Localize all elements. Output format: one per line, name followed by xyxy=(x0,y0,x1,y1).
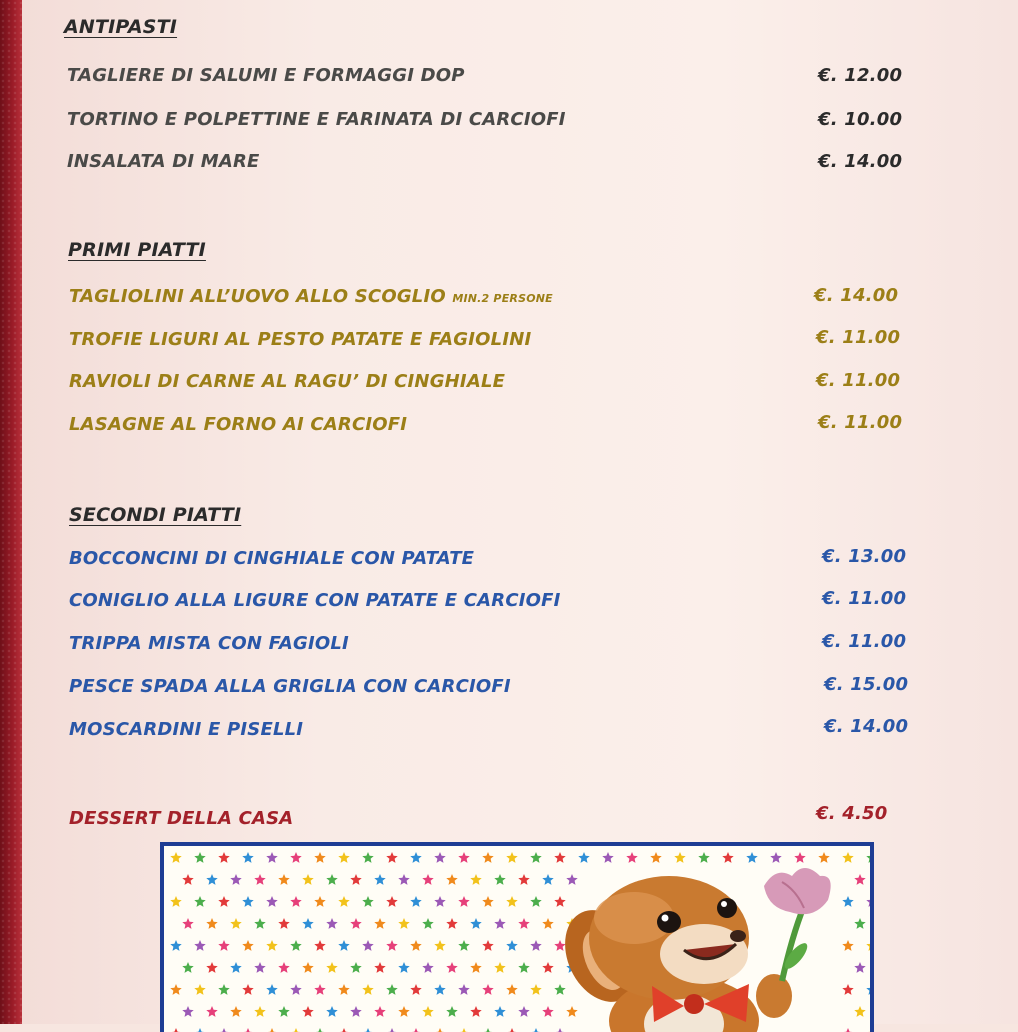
menu-item-dessert-price: €. 4.50 xyxy=(816,803,888,824)
star-decoration xyxy=(326,1006,337,1017)
star-decoration xyxy=(326,962,337,973)
star-decoration xyxy=(362,896,373,907)
star-decoration xyxy=(338,852,349,863)
star-decoration xyxy=(314,1028,325,1032)
star-decoration xyxy=(446,918,457,929)
star-decoration xyxy=(278,962,289,973)
menu-item-name: PESCE SPADA ALLA GRIGLIA CON CARCIOFI xyxy=(69,676,511,697)
red-fabric-edge xyxy=(0,0,22,1024)
star-decoration xyxy=(218,940,229,951)
star-decoration xyxy=(194,984,205,995)
star-decoration xyxy=(494,1006,505,1017)
section-heading-antipasti: ANTIPASTI xyxy=(64,16,178,38)
star-decoration xyxy=(554,896,565,907)
star-decoration xyxy=(494,962,505,973)
star-decoration xyxy=(482,1028,493,1032)
star-decoration xyxy=(206,1006,217,1017)
star-decoration xyxy=(350,962,361,973)
star-decoration xyxy=(398,1006,409,1017)
menu-item-price: €. 11.00 xyxy=(818,412,903,433)
star-decoration xyxy=(434,852,445,863)
star-decoration xyxy=(422,918,433,929)
menu-item-name: LASAGNE AL FORNO AI CARCIOFI xyxy=(69,414,408,435)
star-decoration xyxy=(350,1006,361,1017)
star-decoration xyxy=(458,852,469,863)
star-decoration xyxy=(506,896,517,907)
menu-item-price: €. 11.00 xyxy=(822,631,907,652)
star-decoration xyxy=(218,852,229,863)
star-decoration xyxy=(422,874,433,885)
star-decoration xyxy=(866,896,870,907)
section-heading-secondi-piatti: SECONDI PIATTI xyxy=(69,504,242,526)
section-heading-primi-piatti: PRIMI PIATTI xyxy=(68,239,206,261)
star-decoration xyxy=(266,852,277,863)
star-decoration xyxy=(542,918,553,929)
star-decoration xyxy=(410,1028,421,1032)
star-decoration xyxy=(578,852,589,863)
star-decoration xyxy=(266,896,277,907)
star-decoration xyxy=(458,984,469,995)
star-decoration xyxy=(494,918,505,929)
star-decoration xyxy=(242,852,253,863)
star-decoration xyxy=(386,940,397,951)
menu-item-name-text: TAGLIOLINI ALL’UOVO ALLO SCOGLIO xyxy=(69,286,446,307)
star-decoration xyxy=(290,1028,301,1032)
menu-item-name: BOCCONCINI DI CINGHIALE CON PATATE xyxy=(69,548,475,569)
star-decoration xyxy=(842,852,853,863)
star-decoration xyxy=(206,918,217,929)
star-decoration xyxy=(470,1006,481,1017)
menu-item-dessert-name: DESSERT DELLA CASA xyxy=(69,808,294,829)
star-decoration xyxy=(470,962,481,973)
menu-item-price: €. 13.00 xyxy=(822,546,907,567)
menu-item-price: €. 11.00 xyxy=(822,588,907,609)
star-decoration xyxy=(182,1006,193,1017)
star-decoration xyxy=(422,962,433,973)
star-decoration xyxy=(542,1006,553,1017)
star-decoration xyxy=(206,874,217,885)
star-decoration xyxy=(338,984,349,995)
bunny-illustration xyxy=(551,868,831,1032)
star-decoration xyxy=(422,1006,433,1017)
menu-item-price: €. 11.00 xyxy=(816,370,901,391)
star-decoration xyxy=(446,874,457,885)
star-decoration xyxy=(854,918,865,929)
star-decoration xyxy=(866,984,870,995)
star-decoration xyxy=(302,1006,313,1017)
star-decoration xyxy=(554,1028,565,1032)
star-decoration xyxy=(302,874,313,885)
menu-item-price: €. 15.00 xyxy=(824,674,909,695)
star-decoration xyxy=(530,896,541,907)
star-decoration xyxy=(170,984,181,995)
menu-item-price: €. 14.00 xyxy=(814,285,899,306)
star-decoration xyxy=(458,940,469,951)
star-decoration xyxy=(242,984,253,995)
star-decoration xyxy=(518,918,529,929)
star-decoration xyxy=(434,940,445,951)
star-decoration xyxy=(194,940,205,951)
star-decoration xyxy=(566,874,577,885)
star-decoration xyxy=(434,1028,445,1032)
star-decoration xyxy=(314,852,325,863)
star-decoration xyxy=(374,962,385,973)
star-decoration xyxy=(230,918,241,929)
menu-item-name: INSALATA DI MARE xyxy=(67,151,260,172)
star-decoration xyxy=(194,896,205,907)
star-decoration xyxy=(386,896,397,907)
star-decoration xyxy=(554,940,565,951)
star-decoration xyxy=(326,918,337,929)
star-decoration xyxy=(362,852,373,863)
menu-item-name xyxy=(69,286,553,307)
star-decoration xyxy=(446,1006,457,1017)
star-decoration xyxy=(470,918,481,929)
star-decoration xyxy=(314,896,325,907)
star-decoration xyxy=(338,940,349,951)
star-decoration xyxy=(242,1028,253,1032)
star-decoration xyxy=(398,874,409,885)
star-decoration xyxy=(494,874,505,885)
star-decoration xyxy=(170,896,181,907)
star-decoration xyxy=(566,1006,577,1017)
star-decoration xyxy=(218,896,229,907)
star-decoration xyxy=(182,918,193,929)
star-decoration xyxy=(410,984,421,995)
star-decoration xyxy=(194,852,205,863)
star-decoration xyxy=(302,962,313,973)
star-decoration xyxy=(278,874,289,885)
star-decoration xyxy=(362,940,373,951)
menu-item-name: TORTINO E POLPETTINE E FARINATA DI CARCIOFI xyxy=(67,109,566,130)
star-decoration xyxy=(206,962,217,973)
star-decoration xyxy=(374,874,385,885)
star-decoration xyxy=(398,918,409,929)
star-decoration xyxy=(230,874,241,885)
star-decoration xyxy=(554,852,565,863)
star-decoration xyxy=(182,874,193,885)
star-decoration xyxy=(866,1028,870,1032)
star-decoration xyxy=(410,852,421,863)
star-decoration xyxy=(482,984,493,995)
menu-item-price: €. 14.00 xyxy=(818,151,903,172)
menu-item-price: €. 12.00 xyxy=(818,65,903,86)
menu-item-note: MIN.2 PERSONE xyxy=(452,292,553,305)
star-decoration xyxy=(170,1028,181,1032)
star-decoration xyxy=(290,852,301,863)
star-decoration xyxy=(854,874,865,885)
star-decoration xyxy=(470,874,481,885)
star-decoration xyxy=(626,852,637,863)
star-decoration xyxy=(338,1028,349,1032)
star-decoration xyxy=(794,852,805,863)
star-decoration xyxy=(854,962,865,973)
menu-item-name: TROFIE LIGURI AL PESTO PATATE E FAGIOLINI xyxy=(69,329,532,350)
star-decoration xyxy=(374,918,385,929)
star-decoration xyxy=(722,852,733,863)
star-decoration xyxy=(506,940,517,951)
menu-item-price: €. 14.00 xyxy=(824,716,909,737)
star-decoration xyxy=(434,896,445,907)
star-decoration xyxy=(842,896,853,907)
star-decoration xyxy=(518,874,529,885)
star-decoration xyxy=(854,1006,865,1017)
menu-item-name: TRIPPA MISTA CON FAGIOLI xyxy=(69,633,349,654)
star-decoration xyxy=(362,984,373,995)
star-decoration xyxy=(746,852,757,863)
star-decoration xyxy=(386,1028,397,1032)
star-decoration xyxy=(362,1028,373,1032)
star-decoration xyxy=(530,852,541,863)
star-decoration xyxy=(530,1028,541,1032)
star-decoration xyxy=(326,874,337,885)
star-decoration xyxy=(554,984,565,995)
star-decoration xyxy=(278,1006,289,1017)
star-decoration xyxy=(458,896,469,907)
star-decoration xyxy=(302,918,313,929)
star-decoration xyxy=(314,940,325,951)
star-decoration xyxy=(290,896,301,907)
star-decoration xyxy=(674,852,685,863)
star-decoration xyxy=(230,962,241,973)
star-decoration xyxy=(182,962,193,973)
star-decoration xyxy=(338,896,349,907)
star-decoration xyxy=(278,918,289,929)
star-decoration xyxy=(818,852,829,863)
star-decoration xyxy=(350,874,361,885)
star-decoration xyxy=(170,852,181,863)
star-decoration xyxy=(242,940,253,951)
star-decoration xyxy=(410,896,421,907)
star-decoration xyxy=(446,962,457,973)
star-decoration xyxy=(482,940,493,951)
menu-item-name: CONIGLIO ALLA LIGURE CON PATATE E CARCIOFI xyxy=(69,590,561,611)
star-decoration xyxy=(218,1028,229,1032)
star-decoration xyxy=(194,1028,205,1032)
star-decoration xyxy=(506,1028,517,1032)
menu-item-name: MOSCARDINI E PISELLI xyxy=(69,719,304,740)
menu-item-name: TAGLIERE DI SALUMI E FORMAGGI DOP xyxy=(67,65,465,86)
star-decoration xyxy=(698,852,709,863)
star-decoration xyxy=(218,984,229,995)
star-decoration xyxy=(506,984,517,995)
star-decoration xyxy=(266,984,277,995)
menu-item-price: €. 11.00 xyxy=(816,327,901,348)
star-decoration xyxy=(386,852,397,863)
star-decoration xyxy=(290,984,301,995)
star-decoration xyxy=(254,1006,265,1017)
decorative-bunny-picture xyxy=(160,842,874,1032)
star-decoration xyxy=(314,984,325,995)
star-decoration xyxy=(842,940,853,951)
star-decoration xyxy=(266,940,277,951)
star-decoration xyxy=(458,1028,469,1032)
star-decoration xyxy=(842,1028,853,1032)
menu-item-price: €. 10.00 xyxy=(818,109,903,130)
star-decoration xyxy=(170,940,181,951)
star-decoration xyxy=(290,940,301,951)
star-decoration xyxy=(482,896,493,907)
star-decoration xyxy=(266,1028,277,1032)
star-decoration xyxy=(254,874,265,885)
star-decoration xyxy=(374,1006,385,1017)
star-decoration xyxy=(230,1006,241,1017)
star-decoration xyxy=(866,940,870,951)
star-decoration xyxy=(518,1006,529,1017)
stars-background xyxy=(164,846,870,1032)
star-decoration xyxy=(530,984,541,995)
menu-item-name: RAVIOLI DI CARNE AL RAGU’ DI CINGHIALE xyxy=(69,371,506,392)
star-decoration xyxy=(866,852,870,863)
star-decoration xyxy=(518,962,529,973)
star-decoration xyxy=(242,896,253,907)
star-decoration xyxy=(410,940,421,951)
star-decoration xyxy=(482,852,493,863)
star-decoration xyxy=(770,852,781,863)
star-decoration xyxy=(506,852,517,863)
star-decoration xyxy=(602,852,613,863)
star-decoration xyxy=(530,940,541,951)
star-decoration xyxy=(254,918,265,929)
star-decoration xyxy=(542,962,553,973)
star-decoration xyxy=(386,984,397,995)
star-decoration xyxy=(434,984,445,995)
star-decoration xyxy=(842,984,853,995)
star-decoration xyxy=(542,874,553,885)
star-decoration xyxy=(398,962,409,973)
star-decoration xyxy=(650,852,661,863)
star-decoration xyxy=(254,962,265,973)
star-decoration xyxy=(350,918,361,929)
